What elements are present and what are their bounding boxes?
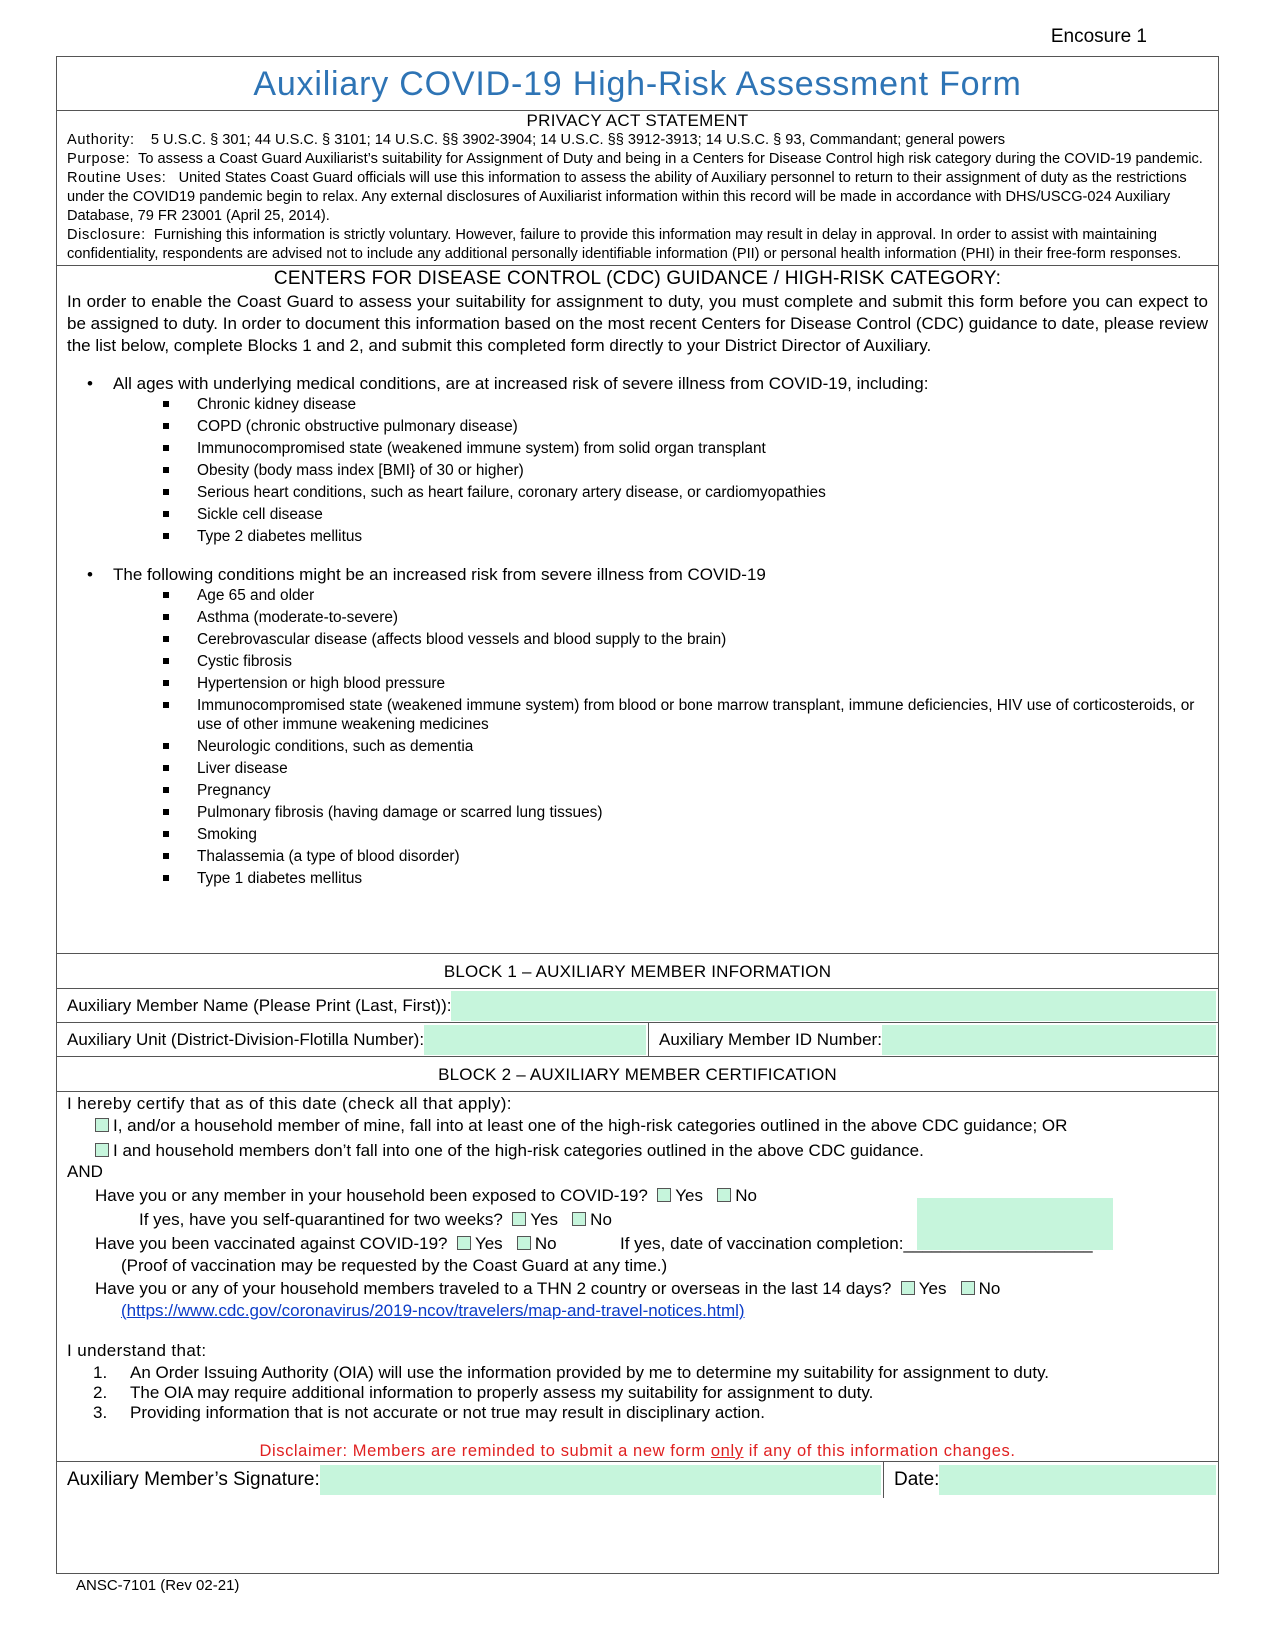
- square-bullet-icon: [163, 533, 169, 539]
- disclosure-text: Furnishing this information is strictly voluntary. However, failure to provide this information may result in delay in approval. In order to assist with maintaining confidentiality, respondents are advised not to include any additional personally identifiable information (PII) or personal health information (PHI) in their free-form responses.: [67, 227, 1182, 262]
- point-1: [93, 1362, 1049, 1384]
- vaccinated-yes-checkbox[interactable]: [457, 1236, 471, 1250]
- quarantine-no-label: No: [590, 1210, 612, 1229]
- group2-item-text: Pregnancy: [197, 782, 271, 799]
- form-frame: [56, 56, 1219, 1574]
- travel-notices-link[interactable]: https://www.cdc.gov/coronavirus/2019-ncov/travelers/map-and-travel-notices.html): [126, 1301, 745, 1320]
- group1-title: All ages with underlying medical conditions, are at increased risk of severe illness from COVID-19, including:: [113, 374, 929, 393]
- member-id-input[interactable]: [882, 1025, 1216, 1055]
- exposed-question-text: Have you or any member in your household been exposed to COVID-19?: [95, 1186, 648, 1205]
- block2-heading: BLOCK 2 – AUXILIARY MEMBER CERTIFICATION: [57, 1057, 1218, 1092]
- square-bullet-icon: [163, 809, 169, 815]
- date-cell: [884, 1462, 1218, 1498]
- date-label: Date:: [894, 1469, 940, 1490]
- quarantine-yes-label: Yes: [530, 1210, 558, 1229]
- bullet-icon: •: [87, 374, 93, 393]
- travel-no-checkbox[interactable]: [961, 1281, 975, 1295]
- cdc-heading: CENTERS FOR DISEASE CONTROL (CDC) GUIDANCE / HIGH-RISK CATEGORY:: [273, 268, 1002, 289]
- member-name-row: [57, 989, 1218, 1023]
- group2-item-text: Age 65 and older: [197, 587, 315, 604]
- understand-text: I understand that:: [67, 1341, 207, 1360]
- unit-id-row: [57, 1023, 1218, 1057]
- group2-item-text: Immunocompromised state (weakened immune system) from blood or bone marrow transplant, immune deficiencies, HIV use of corticosteroids, or use of other immune weakening medicines: [197, 697, 1195, 733]
- disclaimer: [57, 1440, 1218, 1462]
- point-1-text: An Order Issuing Authority (OIA) will use the information provided by me to determine my suitability for assignment to duty.: [130, 1363, 1050, 1382]
- group2-item: [113, 630, 1208, 649]
- travel-yes-checkbox[interactable]: [901, 1281, 915, 1295]
- group2-item: [113, 825, 1208, 844]
- group2-item: [113, 586, 1208, 605]
- privacy-act-statement: [57, 111, 1218, 266]
- vaccinated-yes-label: Yes: [474, 1234, 503, 1253]
- square-bullet-icon: [163, 831, 169, 837]
- group2-item: [113, 803, 1208, 822]
- proof-note: (Proof of vaccination may be requested by the Coast Guard at any time.): [121, 1256, 668, 1275]
- group2-item-text: Type 1 diabetes mellitus: [197, 870, 363, 887]
- signature-input[interactable]: [320, 1465, 881, 1495]
- group2-item-text: Cerebrovascular disease (affects blood vessels and blood supply to the brain): [197, 631, 727, 648]
- routine-text: United States Coast Guard officials will use this information to assess the ability of Auxiliary personnel to return to their assignment of duty as the restrictions under the COVID19 pandemic begin to relax. Any external disclosures of Auxiliarist information within this record will be made in accordance with DHS/USCG-024 Auxiliary Database, 79 FR 23001 (April 25, 2014).: [67, 170, 1187, 224]
- privacy-authority: [67, 131, 1208, 150]
- condition-groups: [67, 373, 1208, 888]
- block1-heading: BLOCK 1 – AUXILIARY MEMBER INFORMATION: [57, 954, 1218, 989]
- square-bullet-icon: [163, 592, 169, 598]
- cdc-guidance: [57, 268, 1218, 954]
- group2-item: [113, 781, 1208, 800]
- square-bullet-icon: [163, 489, 169, 495]
- group1-item-text: Type 2 diabetes mellitus: [197, 528, 363, 545]
- travel-yes-label: Yes: [918, 1279, 947, 1298]
- form-number: ANSC-7101 (Rev 02-21): [76, 1577, 240, 1594]
- vaccinated-question: [95, 1233, 557, 1255]
- group2-item-text: Pulmonary fibrosis (having damage or scarred lung tissues): [197, 804, 603, 821]
- group2-item-text: Hypertension or high blood pressure: [197, 675, 446, 692]
- point-2: [93, 1382, 873, 1404]
- member-name-label: Auxiliary Member Name (Please Print (Last, First)):: [67, 995, 452, 1015]
- group2-item: [113, 652, 1208, 671]
- enclosure-label: Encosure 1: [1050, 26, 1147, 47]
- group1-item: [113, 505, 1208, 524]
- member-id-label: Auxiliary Member ID Number:: [659, 1029, 882, 1049]
- group1-item: [113, 483, 1208, 502]
- option-high-risk-label: I, and/or a household member of mine, fall into at least one of the high-risk categories outlined in the above CDC guidance; OR: [113, 1116, 1068, 1135]
- group2-item-text: Smoking: [197, 826, 257, 843]
- point-3-num: 3.: [93, 1403, 108, 1422]
- square-bullet-icon: [163, 614, 169, 620]
- square-bullet-icon: [163, 743, 169, 749]
- quarantine-question-text: If yes, have you self-quarantined for two weeks?: [139, 1210, 503, 1229]
- group1-item-text: Serious heart conditions, such as heart failure, coronary artery disease, or cardiomyopathies: [197, 484, 826, 501]
- point-2-text: The OIA may require additional information to properly assess my suitability for assignment to duty.: [130, 1383, 874, 1402]
- group2-item: [113, 737, 1208, 756]
- signature-label: Auxiliary Member’s Signature:: [67, 1469, 320, 1490]
- travel-no-label: No: [978, 1279, 1001, 1298]
- group2-item: [113, 847, 1208, 866]
- square-bullet-icon: [163, 765, 169, 771]
- page-title: Auxiliary COVID-19 High-Risk Assessment Form: [253, 65, 1022, 103]
- square-bullet-icon: [163, 787, 169, 793]
- certification-section: [57, 1092, 1218, 1462]
- unit-cell: [57, 1023, 649, 1056]
- quarantine-question: [139, 1209, 612, 1231]
- vaccinated-question-text: Have you been vaccinated against COVID-19?: [95, 1234, 448, 1253]
- group1-item: [113, 417, 1208, 436]
- disclaimer-only: only: [710, 1442, 744, 1460]
- certify-text: I hereby certify that as of this date (check all that apply):: [67, 1094, 512, 1113]
- square-bullet-icon: [163, 702, 169, 708]
- square-bullet-icon: [163, 875, 169, 881]
- group1-item-text: Obesity (body mass index [BMI} of 30 or higher): [197, 462, 524, 479]
- travel-question: [95, 1278, 1000, 1300]
- group2-item-text: Liver disease: [197, 760, 288, 777]
- travel-link-open: (: [121, 1301, 127, 1320]
- disclosure-label: Disclosure:: [67, 227, 146, 243]
- and-text: AND: [67, 1162, 103, 1181]
- vaccinated-no-label: No: [534, 1234, 557, 1253]
- square-bullet-icon: [163, 658, 169, 664]
- purpose-text: To assess a Coast Guard Auxiliarist’s suitability for Assignment of Duty and being in a Centers for Disease Control high risk category during the COVID-19 pandemic.: [138, 151, 1203, 167]
- group2-item-text: Asthma (moderate-to-severe): [197, 609, 399, 626]
- unit-input[interactable]: [424, 1025, 646, 1055]
- travel-question-text: Have you or any of your household members traveled to a THN 2 country or overseas in the last 14 days?: [95, 1279, 892, 1298]
- square-bullet-icon: [163, 445, 169, 451]
- square-bullet-icon: [163, 680, 169, 686]
- privacy-purpose: [67, 150, 1208, 169]
- exposed-yes-label: Yes: [675, 1186, 704, 1205]
- member-name-input[interactable]: [451, 991, 1216, 1021]
- group2: [67, 564, 1208, 888]
- point-3: [93, 1402, 765, 1424]
- privacy-routine-uses: [67, 169, 1208, 226]
- square-bullet-icon: [163, 511, 169, 517]
- group2-item: [113, 696, 1208, 734]
- bullet-icon: •: [87, 565, 93, 584]
- exposed-no-checkbox[interactable]: [717, 1188, 731, 1202]
- group2-title: The following conditions might be an increased risk from severe illness from COVID-19: [113, 565, 766, 584]
- point-1-num: 1.: [93, 1363, 108, 1382]
- point-2-num: 2.: [93, 1383, 108, 1402]
- member-id-cell: [649, 1023, 1218, 1056]
- exposed-question: [95, 1185, 757, 1207]
- point-3-text: Providing information that is not accurate or not true may result in disciplinary action.: [130, 1403, 765, 1422]
- group2-item-text: Neurologic conditions, such as dementia: [197, 738, 474, 755]
- exposed-no-label: No: [735, 1186, 757, 1205]
- group2-list: [113, 586, 1208, 888]
- group2-item-text: Cystic fibrosis: [197, 653, 292, 670]
- signature-cell: [57, 1462, 884, 1498]
- vaccination-date-line: ____________________: [903, 1234, 1093, 1253]
- group1-item-text: Immunocompromised state (weakened immune system) from solid organ transplant: [197, 440, 766, 457]
- privacy-disclosure: [67, 226, 1208, 264]
- vaccination-date-label: If yes, date of vaccination completion:: [620, 1234, 904, 1253]
- square-bullet-icon: [163, 467, 169, 473]
- unit-label: Auxiliary Unit (District-Division-Flotilla Number):: [67, 1029, 425, 1049]
- disclaimer-pre: Disclaimer: Members are reminded to submit a new form: [259, 1442, 711, 1460]
- title-row: [57, 57, 1218, 111]
- group2-item: [113, 608, 1208, 627]
- group1-item: [113, 439, 1208, 458]
- disclaimer-post: if any of this information changes.: [743, 1442, 1016, 1460]
- group1-item: [113, 527, 1208, 546]
- group1: [67, 373, 1208, 546]
- square-bullet-icon: [163, 401, 169, 407]
- privacy-heading: PRIVACY ACT STATEMENT: [526, 111, 749, 130]
- group1-item-text: COPD (chronic obstructive pulmonary disease): [197, 418, 518, 435]
- cdc-intro: In order to enable the Coast Guard to assess your suitability for assignment to duty, you must complete and submit this form before you can expect to be assigned to duty. In order to document this information based on the most recent Centers for Disease Control (CDC) guidance to date, please review the list below, complete Blocks 1 and 2, and submit this completed form directly to your District Director of Auxiliary.: [67, 292, 1208, 355]
- square-bullet-icon: [163, 423, 169, 429]
- group2-item: [113, 674, 1208, 693]
- square-bullet-icon: [163, 853, 169, 859]
- quarantine-no-checkbox[interactable]: [572, 1212, 586, 1226]
- signature-row: [57, 1462, 1218, 1498]
- authority-text: 5 U.S.C. § 301; 44 U.S.C. § 3101; 14 U.S.C. §§ 3902-3904; 14 U.S.C. §§ 3912-3913; 14 U.S.C. § 93, Commandant; general powers: [150, 132, 1006, 148]
- group1-item-text: Chronic kidney disease: [197, 396, 357, 413]
- purpose-label: Purpose:: [67, 151, 131, 167]
- not-high-risk-checkbox[interactable]: [95, 1143, 109, 1157]
- exposed-yes-checkbox[interactable]: [657, 1188, 671, 1202]
- authority-label: Authority:: [67, 132, 135, 148]
- group2-item: [113, 759, 1208, 778]
- group1-item-text: Sickle cell disease: [197, 506, 323, 523]
- quarantine-yes-checkbox[interactable]: [512, 1212, 526, 1226]
- travel-link-line: [121, 1300, 745, 1322]
- square-bullet-icon: [163, 636, 169, 642]
- option-not-high-risk-label: I and household members don’t fall into one of the high-risk categories outlined in the above CDC guidance.: [113, 1141, 924, 1160]
- routine-label: Routine Uses:: [67, 170, 167, 186]
- vaccinated-no-checkbox[interactable]: [517, 1236, 531, 1250]
- vaccination-date-field: [620, 1233, 1093, 1255]
- high-risk-checkbox[interactable]: [95, 1118, 109, 1132]
- group1-list: [113, 395, 1208, 546]
- group1-item: [113, 461, 1208, 480]
- group2-item: [113, 869, 1208, 888]
- date-input[interactable]: [939, 1465, 1216, 1495]
- group1-item: [113, 395, 1208, 414]
- option-high-risk: [95, 1115, 1067, 1137]
- group2-item-text: Thalassemia (a type of blood disorder): [197, 848, 460, 865]
- option-not-high-risk: [95, 1140, 924, 1162]
